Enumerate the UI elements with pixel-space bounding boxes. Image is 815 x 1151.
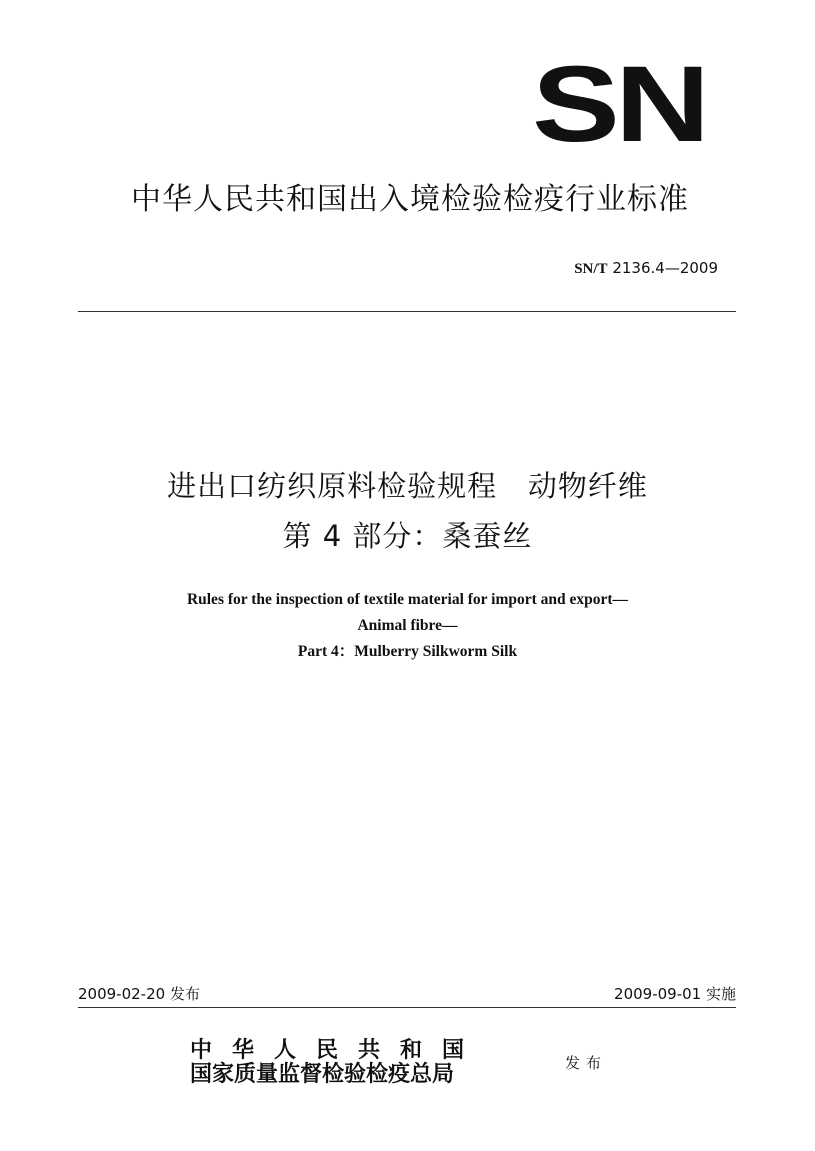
title-en-line2: Animal fibre— — [357, 617, 458, 634]
issuer — [190, 1038, 484, 1086]
footer-divider — [78, 1007, 736, 1008]
sn-logo: SN — [532, 43, 706, 164]
effective-date: 2009-09-01 实施 — [614, 985, 736, 1003]
issuer-line1: 中华人民共和国 — [190, 1037, 485, 1063]
title-en-line1: Rules for the inspection of textile material for import and export— — [186, 591, 629, 608]
standard-category: 中华人民共和国出入境检验检疫行业标准 — [131, 182, 689, 217]
standard-code — [574, 258, 718, 279]
standard-code-prefix: SN/T — [574, 261, 608, 277]
title-en-line3: Part 4：Mulberry Silkworm Silk — [297, 643, 518, 660]
standard-code-number: 2136.4—2009 — [612, 259, 718, 277]
title-zh-line1: 进出口纺织原料检验规程 动物纤维 — [167, 469, 648, 503]
header-divider — [78, 311, 736, 312]
issuer-line2: 国家质量监督检验检疫总局 — [190, 1061, 455, 1087]
publish-label: 发布 — [565, 1054, 608, 1072]
issue-date: 2009-02-20 发布 — [78, 985, 200, 1003]
title-zh-line2: 第 4 部分：桑蚕丝 — [282, 519, 533, 553]
